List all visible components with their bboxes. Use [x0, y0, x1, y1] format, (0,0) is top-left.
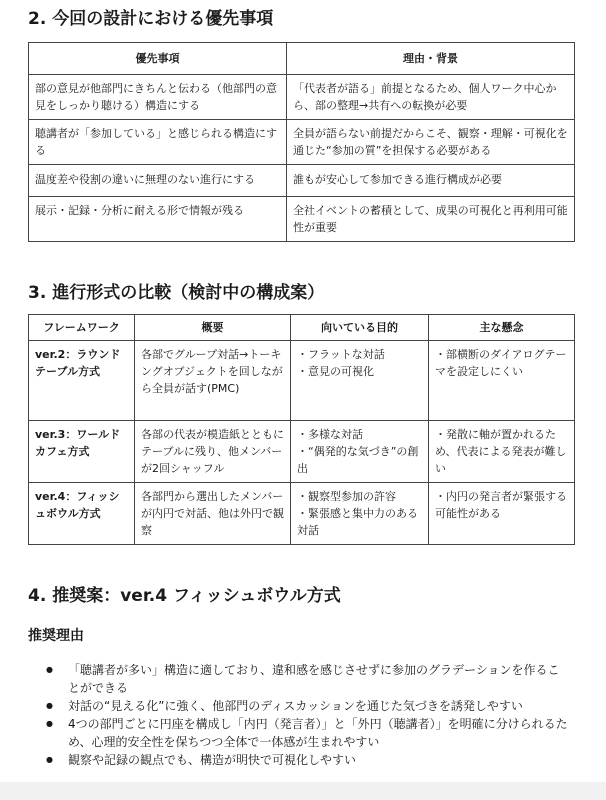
table-cell: ・発散に軸が置かれるため、代表による発表が難しい	[429, 421, 575, 483]
table-cell: 全社イベントの蓄積として、成果の可視化と再利用可能性が重要	[287, 197, 575, 242]
framework-name: ver.3：ワールドカフェ方式	[29, 421, 135, 483]
table-cell: 温度差や役割の違いに無理のない進行にする	[29, 165, 287, 197]
table-cell: ・多様な対話 ・“偶発的な気づき”の創出	[291, 421, 429, 483]
comparison-header-purpose: 向いている目的	[291, 315, 429, 341]
table-row	[29, 165, 575, 197]
table-cell: ・内円の発言者が緊張する可能性がある	[429, 483, 575, 545]
priority-table-header-row	[29, 43, 575, 75]
table-cell: ・部横断のダイアログテーマを設定しにくい	[429, 341, 575, 421]
table-row	[29, 197, 575, 242]
recommendation-reason-list	[28, 661, 606, 769]
table-cell: 展示・記録・分析に耐える形で情報が残る	[29, 197, 287, 242]
comparison-header-overview: 概要	[135, 315, 291, 341]
comparison-header-framework: フレームワーク	[29, 315, 135, 341]
framework-name: ver.4：フィッシュボウル方式	[29, 483, 135, 545]
recommendation-reason-heading: 推奨理由	[28, 628, 84, 644]
section-2-heading: 2. 今回の設計における優先事項	[28, 9, 274, 29]
table-row	[29, 421, 575, 483]
table-row	[29, 341, 575, 421]
comparison-table-header-row	[29, 315, 575, 341]
table-row	[29, 75, 575, 120]
table-cell: 聴講者が「参加している」と感じられる構造にする	[29, 120, 287, 165]
table-cell: 全員が語らない前提だからこそ、観察・理解・可視化を通じた“参加の質”を担保する必要がある	[287, 120, 575, 165]
table-row	[29, 120, 575, 165]
table-cell: 部の意見が他部門にきちんと伝わる（他部門の意見をしっかり聴ける）構造にする	[29, 75, 287, 120]
table-cell: ・観察型参加の許容 ・緊張感と集中力のある対話	[291, 483, 429, 545]
list-item: ● 4つの部門ごとに円座を構成し「内円（発言者）」と「外円（聴講者）」を明確に分けられるため、心理的安全性を保ちつつ全体で一体感が生まれやすい	[68, 715, 574, 751]
list-item: ● 観察や記録の観点でも、構造が明快で可視化しやすい	[68, 751, 564, 769]
priority-table	[28, 42, 575, 242]
table-row	[29, 483, 575, 545]
table-cell: 各部の代表が模造紙とともにテーブルに残り、他メンバーが2回シャッフル	[135, 421, 291, 483]
list-item: ● 対話の“見える化”に強く、他部門のディスカッションを通じた気づきを誘発しやすい	[68, 697, 564, 715]
table-cell: 誰もが安心して参加できる進行構成が必要	[287, 165, 575, 197]
framework-comparison-table	[28, 314, 575, 545]
section-3-heading: 3. 進行形式の比較（検討中の構成案）	[28, 283, 325, 303]
list-item: ● 「聴講者が多い」構造に適しており、違和感を感じさせずに参加のグラデーションを作ることができる	[68, 661, 564, 697]
section-4-heading: 4. 推奨案：ver.4 フィッシュボウル方式	[28, 586, 341, 606]
priority-header-reason: 理由・背景	[287, 43, 575, 75]
table-cell: 各部門から選出したメンバーが内円で対話、他は外円で観察	[135, 483, 291, 545]
framework-name: ver.2：ラウンドテーブル方式	[29, 341, 135, 421]
table-cell: 「代表者が語る」前提となるため、個人ワーク中心から、部の整理→共有への転換が必要	[287, 75, 575, 120]
table-cell: ・フラットな対話 ・意見の可視化	[291, 341, 429, 421]
comparison-header-concern: 主な懸念	[429, 315, 575, 341]
table-cell: 各部でグループ対話→トーキングオブジェクトを回しながら全員が話す(PMC)	[135, 341, 291, 421]
priority-header-priority: 優先事項	[29, 43, 287, 75]
page-footer-band	[0, 782, 606, 800]
